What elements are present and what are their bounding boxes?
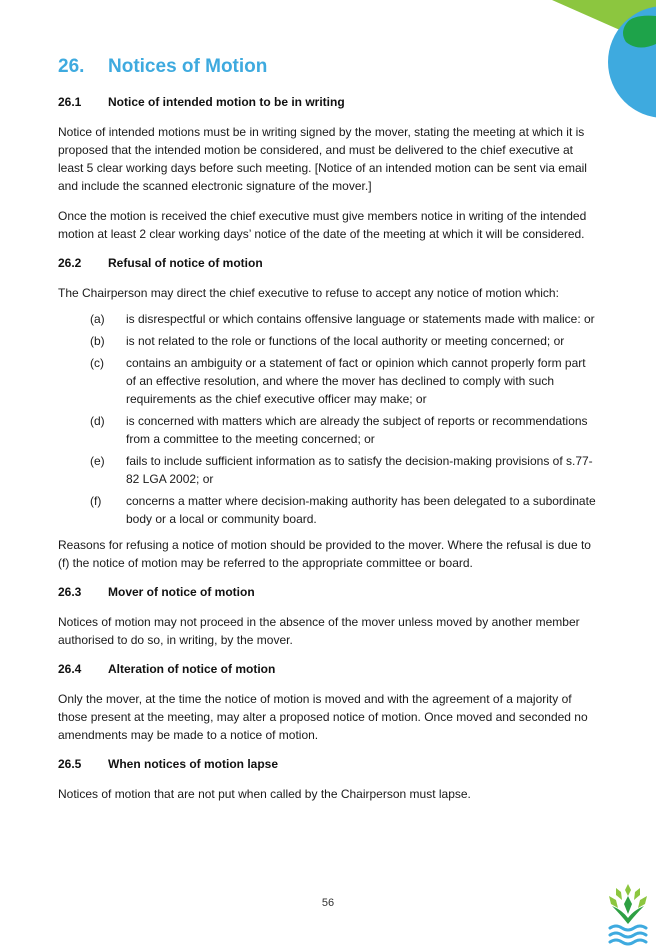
subsection-title: Notice of intended motion to be in writing (108, 95, 345, 109)
list-marker: (c) (90, 356, 104, 370)
list-item-text: is concerned with matters which are already the subject of reports or recommendations from a committee to the meeting concerned; or (126, 414, 588, 446)
subsection-heading-26-2 (58, 255, 598, 271)
list-marker: (f) (90, 494, 102, 508)
section-title: Notices of Motion (108, 56, 268, 77)
paragraph: Notices of motion may not proceed in the absence of the mover unless moved by another member authorised to do so, in writing, by the mover. (58, 615, 580, 647)
subsection-heading-26-1 (58, 94, 598, 110)
paragraph: Once the motion is received the chief executive must give members notice in writing of the intended motion at least 2 clear working days’ notice of the date of the meeting at which it will be considered. (58, 209, 587, 241)
subsection-title: Refusal of notice of motion (108, 256, 263, 270)
list-item (58, 452, 598, 488)
list-marker: (d) (90, 414, 105, 428)
subsection-title: When notices of motion lapse (108, 757, 279, 771)
subsection-heading-26-3 (58, 584, 598, 600)
council-logo-icon (606, 880, 650, 948)
subsection-number: 26.4 (58, 662, 82, 676)
paragraph: Notices of motion that are not put when called by the Chairperson must lapse. (58, 787, 471, 801)
list-item-text: is disrespectful or which contains offensive language or statements made with malice: or (126, 312, 595, 326)
list-marker: (e) (90, 454, 105, 468)
page-content (58, 54, 598, 815)
subsection-number: 26.1 (58, 95, 82, 109)
list-item-text: fails to include sufficient information as to satisfy the decision-making provisions of s.77-82 LGA 2002; or (126, 454, 593, 486)
subsection-heading-26-5 (58, 756, 598, 772)
subsection-number: 26.2 (58, 256, 82, 270)
paragraph: Notice of intended motions must be in writing signed by the mover, stating the meeting at which it is proposed that the intended motion be considered, and must be delivered to the chief executive at least 5 clear working days before such meeting. [Notice of an intended motion can be sent via email and include the scanned electronic signature of the mover.] (58, 125, 587, 193)
list-item (58, 412, 598, 448)
list-item (58, 492, 598, 528)
list-item-text: concerns a matter where decision-making authority has been delegated to a subordinate body or a local or community board. (126, 494, 596, 526)
list-marker: (a) (90, 312, 105, 326)
list-item (58, 354, 598, 408)
list-item-text: contains an ambiguity or a statement of fact or opinion which cannot properly form part of an effective resolution, and where the mover has declined to comply with such requirements as the chief executive officer may make; or (126, 356, 586, 406)
page-number: 56 (321, 897, 335, 909)
list-item-text: is not related to the role or functions of the local authority or meeting concerned; or (126, 334, 565, 348)
section-number: 26. (58, 56, 85, 77)
section-heading (58, 54, 598, 80)
paragraph: Reasons for refusing a notice of motion should be provided to the mover. Where the refusal is due to (f) the notice of motion may be referred to the appropriate committee or board. (58, 538, 591, 570)
list-item (58, 332, 598, 350)
list-item (58, 310, 598, 328)
refusal-criteria-list (58, 310, 598, 528)
subsection-number: 26.3 (58, 585, 82, 599)
subsection-title: Alteration of notice of motion (108, 662, 276, 676)
subsection-heading-26-4 (58, 661, 598, 677)
paragraph: The Chairperson may direct the chief executive to refuse to accept any notice of motion which: (58, 286, 559, 300)
paragraph: Only the mover, at the time the notice of motion is moved and with the agreement of a majority of those present at the meeting, may alter a proposed notice of motion. Once moved and seconded no amendments may be made to a notice of motion. (58, 692, 588, 742)
subsection-title: Mover of notice of motion (108, 585, 255, 599)
subsection-number: 26.5 (58, 757, 82, 771)
list-marker: (b) (90, 334, 105, 348)
